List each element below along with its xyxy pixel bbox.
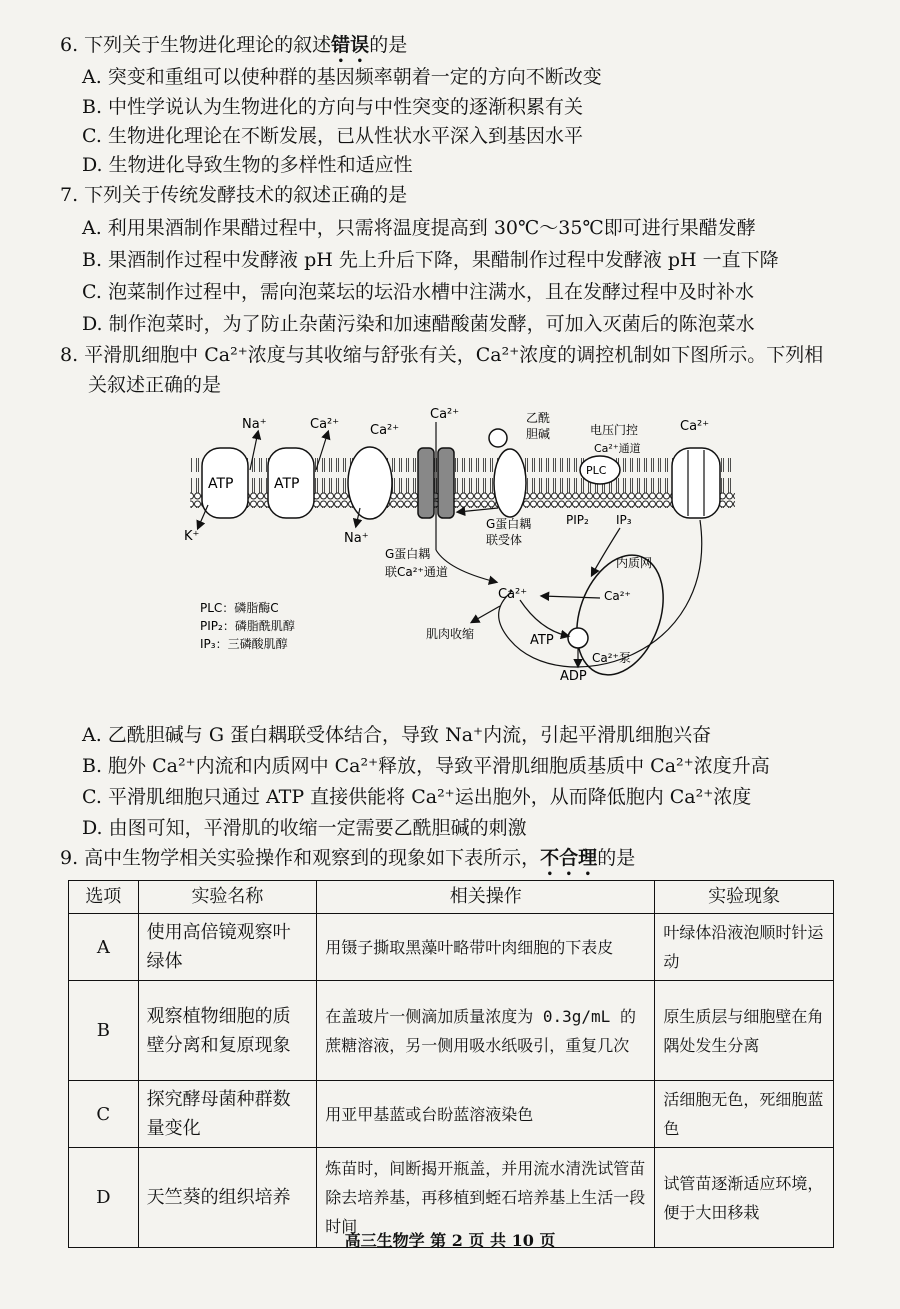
cell-operation: 用亚甲基蓝或台盼蓝溶液染色: [317, 1081, 655, 1148]
contraction-label: 肌肉收缩: [426, 627, 475, 641]
atp-label-2: ATP: [274, 476, 300, 492]
g-ca-channel-left: [418, 448, 434, 518]
ip3-label: IP₃: [616, 513, 632, 527]
header-operation: 相关操作: [317, 881, 655, 914]
q9-stem-end: 的是: [597, 847, 636, 869]
q7-option-b: B. 果酒制作过程中发酵液 pH 先上升后下降，果醋制作过程中发酵液 pH 一直下降: [82, 249, 779, 271]
table-row: [69, 981, 834, 1081]
cell-option: B: [69, 981, 139, 1081]
cell-operation: 炼苗时，间断揭开瓶盖，并用流水清洗试管苗除去培养基，再移植到蛭石培养基上生活一段时间: [317, 1148, 655, 1248]
na-channel: [348, 447, 392, 519]
q9-stem: [60, 843, 635, 880]
ca-top-label-4: Ca²⁺: [680, 419, 710, 434]
calcium-regulation-diagram: [180, 400, 740, 700]
pip2-label: PIP₂: [566, 513, 589, 527]
g-ca-channel-right: [438, 448, 454, 518]
ca-pump-label: Ca²⁺泵: [592, 651, 631, 665]
atp-label-1: ATP: [208, 476, 234, 492]
ach-label-2: 胆碱: [526, 427, 551, 441]
header-option: 选项: [69, 881, 139, 914]
table-row: [69, 914, 834, 981]
legend-plc: PLC：磷脂酶C: [200, 601, 279, 615]
q9-emphasis: 不合理: [540, 847, 598, 869]
q8-option-d: D. 由图可知，平滑肌的收缩一定需要乙酰胆碱的刺激: [82, 817, 527, 839]
q7-option-d: D. 制作泡菜时，为了防止杂菌污染和加速醋酸菌发酵，可加入灭菌后的陈泡菜水: [82, 313, 755, 335]
q8-stem-line2: 关叙述正确的是: [88, 374, 222, 396]
k-in-arrow: [198, 505, 208, 528]
cell-operation: 在盖玻片一侧滴加质量浓度为 0.3g/mL 的蔗糖溶液，另一侧用吸水纸吸引，重复几次: [317, 981, 655, 1081]
gpcr-to-channel-arrow: [458, 508, 498, 512]
cell-option: C: [69, 1081, 139, 1148]
na-bottom-label: Na⁺: [344, 531, 369, 546]
plc-label: PLC: [586, 464, 607, 477]
ach-label-1: 乙酰: [526, 411, 551, 425]
legend-pip2: PIP₂：磷脂酰肌醇: [200, 619, 295, 633]
vgate-label-1: 电压门控: [590, 423, 639, 437]
acetylcholine-icon: [489, 429, 507, 447]
gpcr-receptor: [494, 449, 526, 517]
contraction-arrow: [472, 606, 500, 622]
cell-phenomenon: 试管苗逐渐适应环境，便于大田移栽: [655, 1148, 834, 1248]
ca-er-label: Ca²⁺: [604, 589, 631, 603]
experiment-table: [68, 880, 834, 1248]
table-row: [69, 1081, 834, 1148]
cell-option: A: [69, 914, 139, 981]
cell-phenomenon: 叶绿体沿液泡顺时针运动: [655, 914, 834, 981]
cell-operation: 用镊子撕取黑藻叶略带叶肉细胞的下表皮: [317, 914, 655, 981]
ca-top-label-3: Ca²⁺: [430, 407, 460, 422]
q8-stem-line1: 8. 平滑肌细胞中 Ca²⁺浓度与其收缩与舒张有关，Ca²⁺浓度的调控机制如下图所示。下列相: [60, 344, 824, 366]
q6-stem-end: 的是: [369, 34, 408, 56]
header-phenomenon: 实验现象: [655, 881, 834, 914]
cell-phenomenon: 原生质层与细胞壁在角隅处发生分离: [655, 981, 834, 1081]
q6-stem-text: 6. 下列关于生物进化理论的叙述: [60, 34, 332, 56]
q7-stem: 7. 下列关于传统发酵技术的叙述正确的是: [60, 184, 408, 206]
gpcr-label-2: 联受体: [486, 533, 523, 547]
k-label: K⁺: [184, 529, 200, 544]
gpcr-label-1: G蛋白耦: [486, 517, 532, 531]
ca-cytosol-label: Ca²⁺: [498, 587, 528, 602]
cell-experiment: 探究酵母菌种群数量变化: [138, 1081, 317, 1148]
cell-experiment: 观察植物细胞的质壁分离和复原现象: [138, 981, 317, 1081]
atp-label-3: ATP: [530, 633, 554, 648]
q8-option-c: C. 平滑肌细胞只通过 ATP 直接供能将 Ca²⁺运出胞外，从而降低胞内 Ca²⁺浓度: [82, 786, 752, 808]
g-channel-label-1: G蛋白耦: [385, 547, 431, 561]
na-top-label: Na⁺: [242, 417, 267, 432]
cell-experiment: 天竺葵的组织培养: [138, 1148, 317, 1248]
q6-emphasis: 错误: [331, 34, 370, 56]
er-release-arrow: [542, 596, 600, 598]
legend-ip3: IP₃：三磷酸肌醇: [200, 637, 288, 651]
vgate-label-2: Ca²⁺通道: [594, 442, 641, 455]
cell-phenomenon: 活细胞无色，死细胞蓝色: [655, 1081, 834, 1148]
q6-option-a: A. 突变和重组可以使种群的基因频率朝着一定的方向不断改变: [82, 66, 602, 88]
ca-pump: [568, 628, 588, 648]
ca-top-label-2: Ca²⁺: [370, 423, 400, 438]
table-header-row: [69, 881, 834, 914]
adp-label: ADP: [560, 669, 587, 684]
q7-option-a: A. 利用果酒制作果醋过程中，只需将温度提高到 30℃～35℃即可进行果醋发酵: [82, 217, 756, 239]
cell-option: D: [69, 1148, 139, 1248]
q8-option-b: B. 胞外 Ca²⁺内流和内质网中 Ca²⁺释放，导致平滑肌细胞质基质中 Ca²⁺浓度升高: [82, 755, 770, 777]
pump-return-arrow: [520, 600, 568, 636]
g-channel-label-2: 联Ca²⁺通道: [385, 565, 448, 579]
q6-option-c: C. 生物进化理论在不断发展，已从性状水平深入到基因水平: [82, 125, 583, 147]
voltage-ca-channel: [672, 448, 720, 518]
q7-option-c: C. 泡菜制作过程中，需向泡菜坛的坛沿水槽中注满水，且在发酵过程中及时补水: [82, 281, 754, 303]
q6-option-b: B. 中性学说认为生物进化的方向与中性突变的逐渐积累有关: [82, 96, 584, 118]
q9-stem-text: 9. 高中生物学相关实验操作和观察到的现象如下表所示，: [60, 847, 541, 869]
header-experiment: 实验名称: [138, 881, 317, 914]
q8-option-a: A. 乙酰胆碱与 G 蛋白耦联受体结合，导致 Na⁺内流，引起平滑肌细胞兴奋: [82, 724, 712, 746]
q6-option-d: D. 生物进化导致生物的多样性和适应性: [82, 154, 413, 176]
page-footer: 高三生物学 第 2 页 共 10 页: [344, 1231, 556, 1250]
cell-experiment: 使用高倍镜观察叶绿体: [138, 914, 317, 981]
ca-top-label-1: Ca²⁺: [310, 417, 340, 432]
er-label: 内质网: [616, 556, 653, 570]
